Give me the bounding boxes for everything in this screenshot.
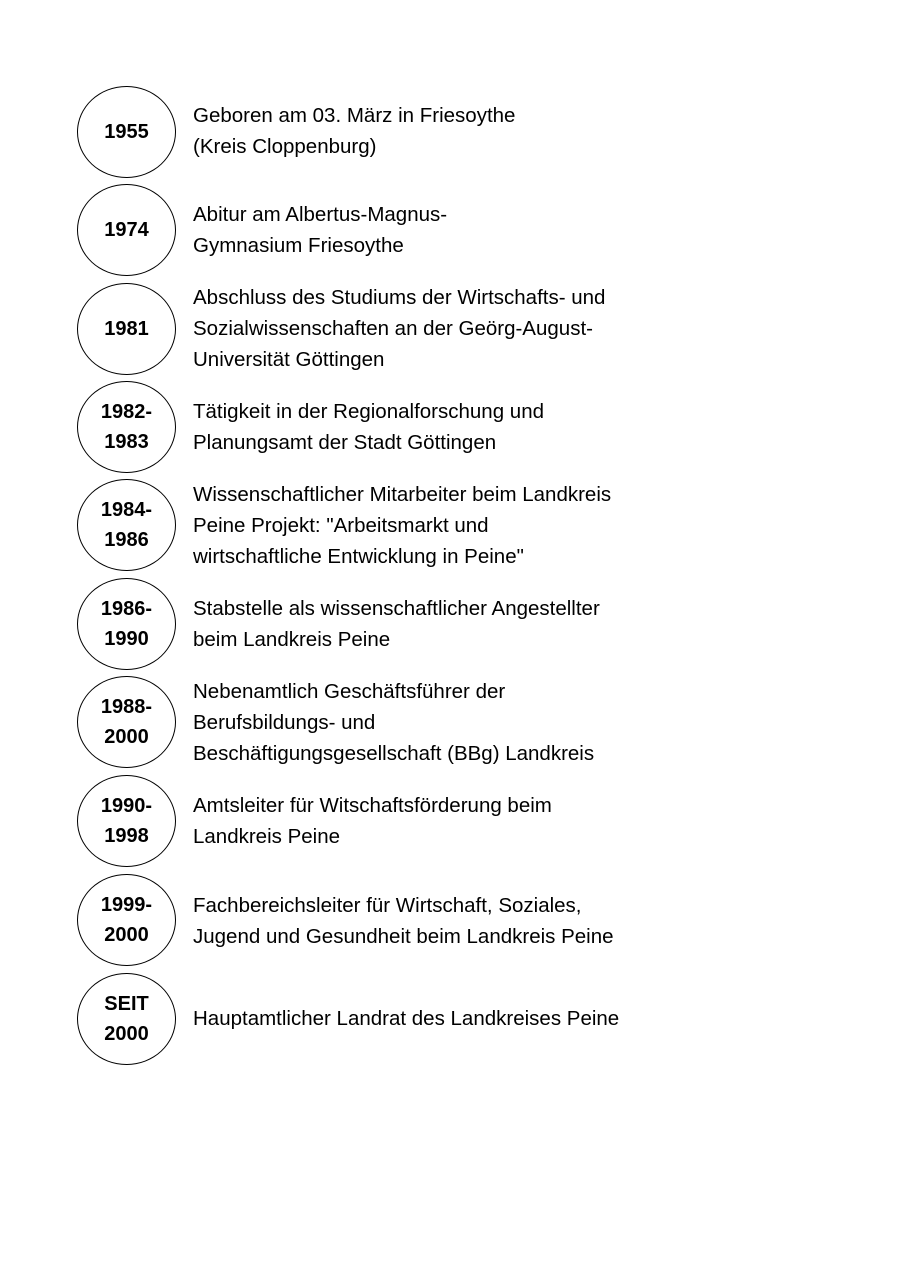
year-circle — [77, 874, 176, 966]
entry-description: Fachbereichsleiter für Wirtschaft, Soziales, Jugend und Gesundheit beim Landkreis Peine — [193, 894, 614, 948]
year-label: 1981 — [104, 318, 149, 340]
year-label: 1974 — [104, 219, 149, 241]
year-label: 1986 — [104, 529, 149, 551]
year-circle — [77, 283, 176, 375]
year-label: 2000 — [104, 726, 149, 748]
year-label: 1999- — [100, 894, 153, 916]
year-circle — [77, 86, 176, 178]
entry-description: Amtsleiter für Witschaftsförderung beim Landkreis Peine — [193, 794, 552, 848]
year-circle — [77, 479, 176, 571]
entry-description: Tätigkeit in der Regionalforschung und Planungsamt der Stadt Göttingen — [193, 400, 544, 454]
entry-description: Geboren am 03. März in Friesoythe (Kreis Cloppenburg) — [193, 104, 516, 158]
year-label: 1984- — [100, 499, 153, 521]
entry-description: Nebenamtlich Geschäftsführer der Berufsbildungs- und Beschäftigungsgesellschaft (BBg) Landkreis — [193, 680, 595, 765]
year-label: 1983 — [104, 431, 149, 453]
year-label: SEIT — [104, 993, 149, 1015]
year-label: 1990- — [100, 795, 153, 817]
entry-description: Stabstelle als wissenschaftlicher Angestellter beim Landkreis Peine — [193, 597, 600, 651]
year-label: 1998 — [104, 825, 149, 847]
entry-description: Hauptamtlicher Landrat des Landkreises Peine — [193, 1007, 620, 1030]
entry-description: Abschluss des Studiums der Wirtschafts- und Sozialwissenschaften an der Geörg-August- Universität Göttingen — [193, 286, 606, 371]
entry-description: Abitur am Albertus-Magnus- Gymnasium Friesoythe — [193, 203, 448, 257]
year-label: 2000 — [104, 924, 149, 946]
year-label: 2000 — [104, 1023, 149, 1045]
year-circle — [77, 676, 176, 768]
year-label: 1955 — [104, 121, 149, 143]
year-label: 1988- — [100, 696, 153, 718]
year-label: 1982- — [100, 401, 153, 423]
year-label: 1986- — [100, 598, 153, 620]
year-circle — [77, 381, 176, 473]
entry-description: Wissenschaftlicher Mitarbeiter beim Landkreis Peine Projekt: "Arbeitsmarkt und wirtschaftliche Entwicklung in Peine" — [193, 483, 612, 568]
year-circle — [77, 775, 176, 867]
year-label: 1990 — [104, 628, 149, 650]
year-circle — [77, 184, 176, 276]
year-circle — [77, 973, 176, 1065]
year-circle — [77, 578, 176, 670]
